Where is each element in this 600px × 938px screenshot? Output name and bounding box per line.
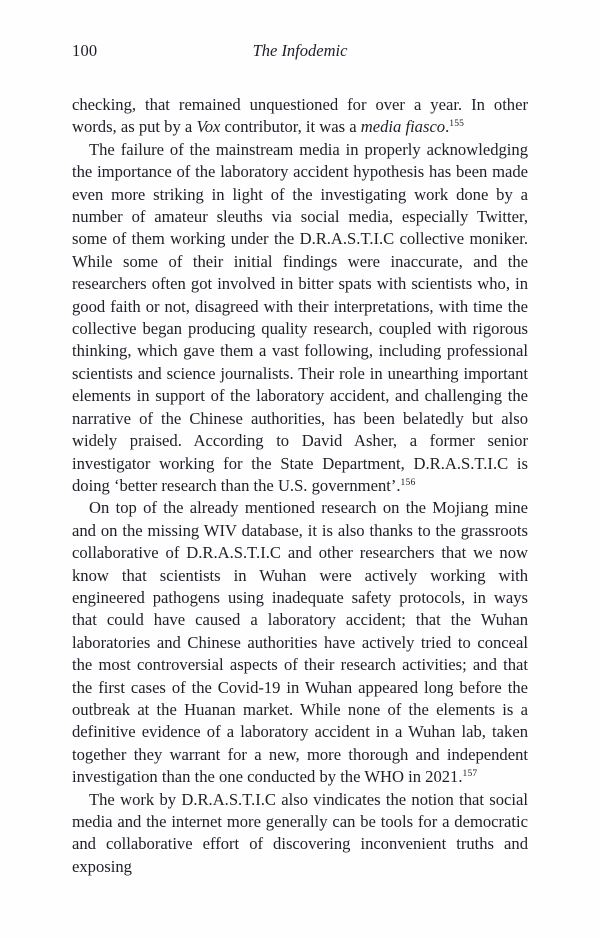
footnote-reference: 156	[400, 477, 416, 488]
page-number: 100	[72, 41, 98, 60]
footnote-reference: 157	[462, 769, 478, 780]
body-run: checking, that remained unquestioned for over a year. In other words, as put by a	[72, 95, 528, 137]
italic-text: media fiasco	[360, 117, 446, 137]
body-run: The work by D.R.A.S.T.I.C also vindicates the notion that social media and the internet more generally can be tools for a democratic and collaborative effort of discovering inconvenient truths and exposing	[72, 789, 528, 876]
footnote-reference: 155	[449, 119, 465, 130]
paragraph	[72, 139, 528, 498]
italic-text: Vox	[196, 117, 221, 137]
running-head: The Infodemic	[252, 41, 348, 60]
body-run: The failure of the mainstream media in properly acknowledging the importance of the laboratory accident hypothesis has been made even more striking in light of the investigating work done by a number of amateur sleuths via social media, especially Twitter, some of them working under the D.R.A.S.T.I.C collective moniker. While some of their initial findings were inaccurate, and the researchers often got involved in bitter spats with scientists who, in good faith or not, disagreed with their interpretations, with time the collective began producing quality research, coupled with rigorous thinking, which gave them a vast following, including professional scientists and science journalists. Their role in unearthing important elements in support of the laboratory accident, and challenging the narrative of the Chinese authorities, has been belatedly but also widely praised. According to David Asher, a former senior investigator working for the State Department, D.R.A.S.T.I.C is doing ‘better research than the U.S. government’.	[72, 139, 528, 495]
body-run: On top of the already mentioned research on the Mojiang mine and on the missing WIV database, it is also thanks to the grassroots collaborative of D.R.A.S.T.I.C and other researchers that we now know that scientists in Wuhan were actively working with engineered pathogens using inadequate safety protocols, in ways that could have caused a laboratory accident; that the Wuhan laboratories and Chinese authorities have actively tried to conceal the most controversial aspects of their research activities; and that the first cases of the Covid-19 in Wuhan appeared long before the outbreak at the Huanan market. While none of the elements is a definitive evidence of a laboratory accident in a Wuhan lab, taken together they warrant for a new, more thorough and independent investigation than the one conducted by the WHO in 2021.	[72, 498, 528, 787]
paragraph	[72, 497, 528, 788]
paragraph	[72, 789, 528, 879]
body-text	[72, 94, 528, 878]
page-header	[72, 42, 528, 60]
body-run: contributor, it was a	[220, 117, 361, 137]
body-run: .	[445, 117, 450, 137]
paragraph	[72, 94, 528, 139]
